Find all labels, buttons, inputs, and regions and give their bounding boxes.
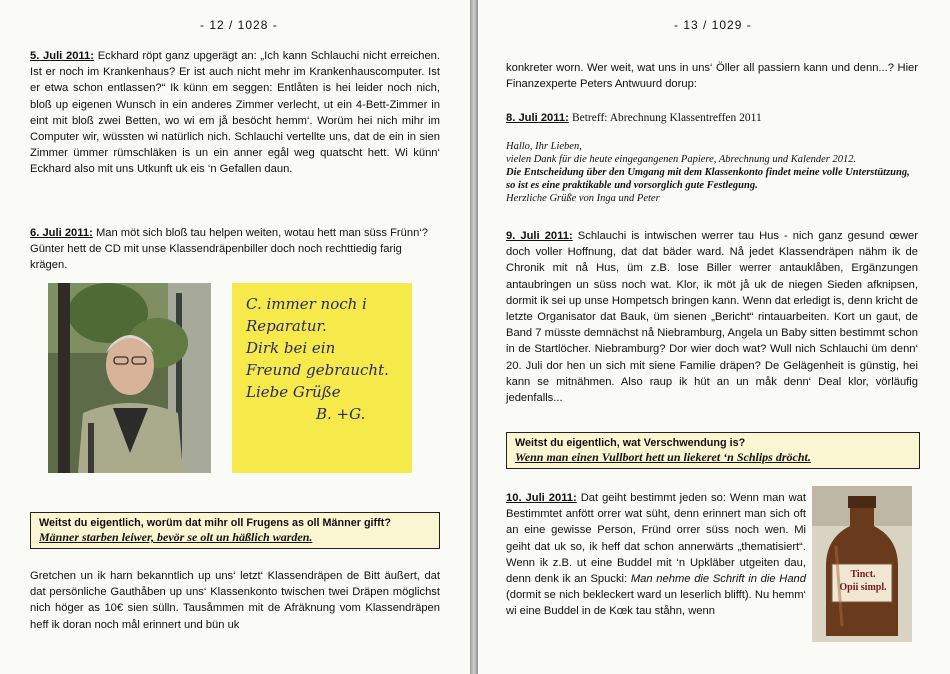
right-page <box>478 0 950 674</box>
email-subject: Betreff: Abrechnung Klassentreffen 2011 <box>571 112 762 124</box>
left-page <box>0 0 470 674</box>
intro-text: konkreter worn. Wer weit, wat uns in uns‘ Öller all passiern kann und denn...? Hier Finanzexperte Peters Antwuurd dorup: <box>506 62 918 91</box>
entry-text-2: (dormit se nich bekleckert ward un leserlich blifft). Nu hemm‘ wi eine Buddel in de Kœk tau ståhn, wenn <box>506 589 806 618</box>
entry-8-juli <box>506 110 918 126</box>
sticky-note <box>232 283 412 473</box>
entry-text: Schlauchi is intwischen werrer tau Hus - nich ganz gesund œwer doch voller Hoffnung, dat dat bäder ward. Nå jedet Klassendräpen nähm ik de Chronik mit nå Hus, üm z.B. lose Biller werrer antauklåben, Ergänzungen antaubringen un süss noch wat. Klor, ik möt jå uk de niegen Sieden afknipsen, dormit ik sei up unse Hompetsch bringen kann. Wenn dat erledigt is, denn kricht de letzte Organisator dat Bauk, üm sienen „Bericht“ rintauarbeiten. Kort un gaut, de Band 7 müsste demnächst nå Niebramburg, Angela un Baby sitten bestimmt schon in de Startlöcher. Niebramburg? Dor wier doch wat? Wull nich Schlauchi üm denn‘ 20. Juli dor hen un sich mit siene Familie dräpen? De Gelägenheit is günstig, hei kann se mitnähmen. Also raup ik hüt an un måk denn‘ Deal klor, vörläufig jedenfalls... <box>506 230 919 405</box>
quote-question: Weitst du eigentlich, worüm dat mihr oll Frugens as oll Männer gifft? <box>39 517 391 529</box>
sticky-note-text <box>232 283 412 435</box>
bottle-label <box>834 568 892 594</box>
entry-date: 6. Juli 2011: <box>30 227 93 239</box>
letter-greeting: Hallo, Ihr Lieben, <box>506 141 582 152</box>
page-number: - 12 / 1028 - <box>200 18 278 32</box>
letter-line: vielen Dank für die heute eingegangenen Papiere, Abrechnung und Kalender 2012. <box>506 154 857 165</box>
bottle-label-line: Tinct. <box>850 569 876 580</box>
note-line: Liebe Grüße <box>246 383 341 401</box>
entry-italic: Man nehme die Schrift in die Hand <box>630 573 807 586</box>
quote-box <box>30 512 440 549</box>
entry-9-juli <box>506 228 918 406</box>
entry-date: 8. Juli 2011: <box>506 112 569 124</box>
entry-10-juli <box>506 490 806 620</box>
entry-6-juli <box>30 225 440 274</box>
photo-bottle <box>812 486 912 642</box>
photo-image <box>48 283 211 473</box>
photo-man <box>48 283 211 473</box>
quote-answer: Wenn man einen Vullbort hett un liekeret ‘n Schlips dröcht. <box>515 450 811 464</box>
note-line: Freund gebraucht. <box>246 361 389 379</box>
entry-text: Dat geiht bestimmt jeden so: Wenn man wat Bestimmtet anfött orrer wat süht, denn erinnert man sich oft an eine gewisse Person, Fründ orrer süss noch wen. Mi geiht dat uk so, ik heff dat schon annerwärts „thematisiert“. Wenn ik z.B. ut eine Buddel mit ‘n Upkläber utgeiten dau, denn denk ik an Spucki: <box>506 492 806 586</box>
quote-question: Weitst du eigentlich, wat Verschwendung is? <box>515 437 746 449</box>
email-letter <box>506 140 918 205</box>
page-number: - 13 / 1029 - <box>674 18 752 32</box>
entry-date: 9. Juli 2011: <box>506 230 573 242</box>
bottle-image <box>812 486 912 642</box>
quote-box <box>506 432 920 469</box>
entry-5-juli <box>30 48 440 178</box>
note-line: B. +G. <box>316 405 366 423</box>
quote-answer: Männer starben leiwer, bevör se olt un häßlich warden. <box>39 530 313 544</box>
note-line: Reparatur. <box>246 317 327 335</box>
entry-date: 5. Juli 2011: <box>30 50 94 62</box>
bottle-label-line: Opii simpl. <box>839 582 887 593</box>
entry-text: Eckhard röpt ganz upgerägt an: „Ich kann Schlauchi nicht erreichen. Ist er noch im Krankenhaus? Er ist auch nicht mehr im Krankenhauscomputer. Ist er etwa schon entlassen?“ Ik künn em seggen: Entlåten is hei leider noch nich, bloß up eigenen Wunsch in ein anderes Zimmer verlecht, ut ein 4-Bett-Zimmer in eint mit bloß zwei Betten, wo wi em jå besöcht hemm‘. Worüm hei nich mihr im Computer wir, wüssten wi natürlich nich. Schlauchi vertellte uns, dat de ein in sien Zimmer ümmer rümschläken is un ein anner egål weg quatscht hett. Wi künn‘ Eckhard also mit uns Utkunft uk eis ‘n Gefallen daun. <box>30 50 440 176</box>
entry-text: Man möt sich bloß tau helpen weiten, wotau hett man süss Frünn‘? Günter hett de CD mit unse Klassendräpenbiller doch noch rechttiedig farig krägen. <box>30 227 429 272</box>
entry-text: Gretchen un ik harn bekanntlich up uns‘ letzt‘ Klassendräpen de Bitt äußert, dat dat persönliche Gauthåben up uns‘ Klassenkonto twischen twei Dräpen möglichst nich höger as 10€ sien sülln. Tausåmmen mit de Afräknung vom Klassendräpen heff ik doran noch mål erinnert und bün uk <box>30 570 440 631</box>
note-line: C. immer noch i <box>246 295 367 313</box>
book-gutter <box>470 0 478 674</box>
entry-date: 10. Juli 2011: <box>506 492 577 504</box>
letter-closing: Herzliche Grüße von Inga und Peter <box>506 193 660 204</box>
letter-bold: Die Entscheidung über den Umgang mit dem Klassenkonto findet meine volle Unterstützung, so ist es eine praktikable und vorsorglich gute Festlegung. <box>506 167 910 191</box>
note-line: Dirk bei ein <box>246 339 336 357</box>
entry-gauthaben <box>30 568 440 633</box>
